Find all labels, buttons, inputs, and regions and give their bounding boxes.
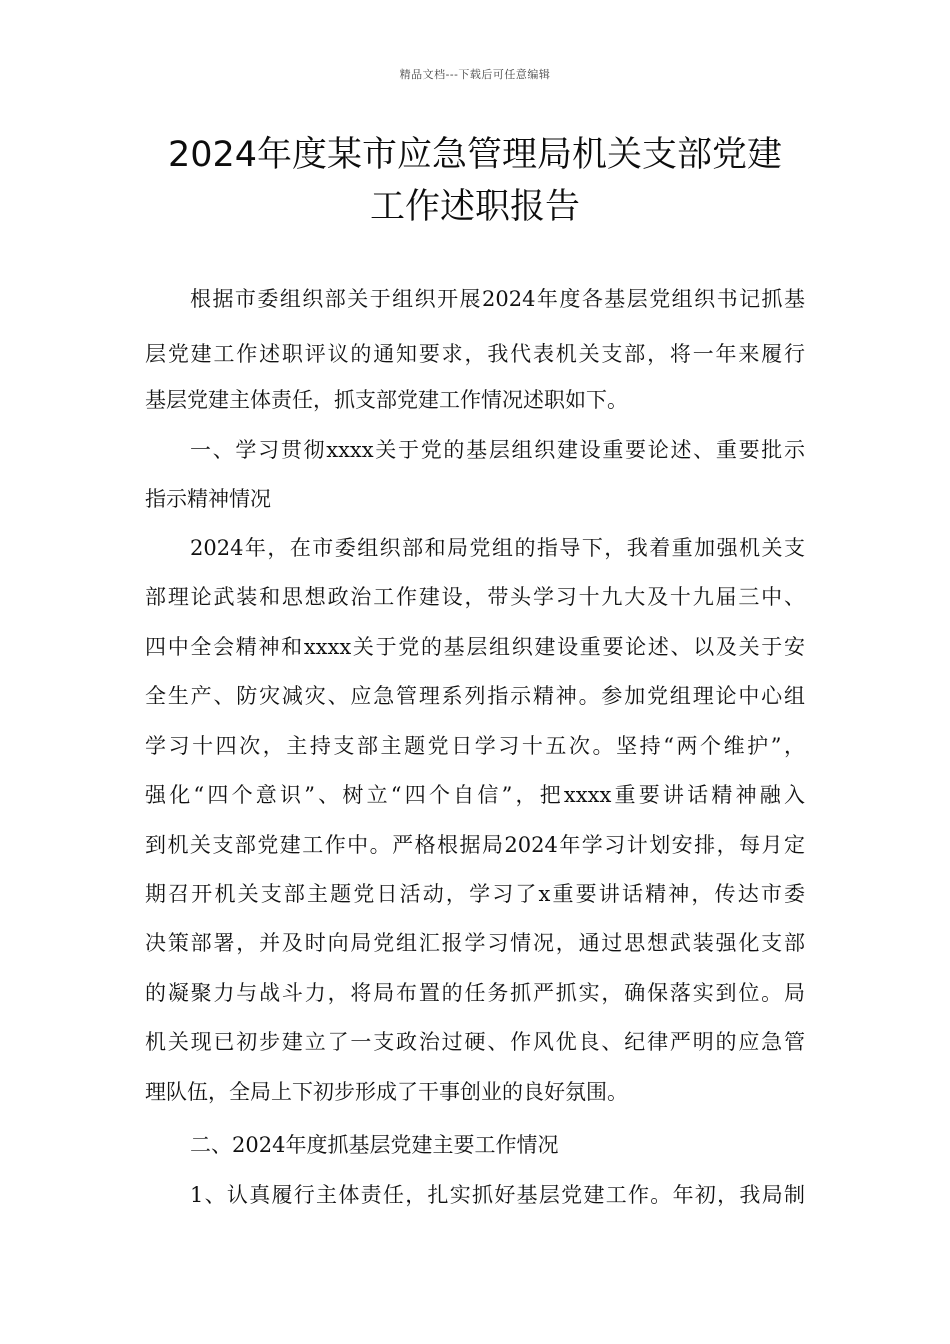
page-header: 精品文档---下载后可任意编辑 bbox=[399, 68, 551, 81]
paragraph-line: 全生产、防灾减灾、应急管理系列指示精神。参加党组理论中心组 bbox=[145, 684, 805, 708]
paragraph-line: 期召开机关支部主题党日活动，学习了x重要讲话精神，传达市委 bbox=[145, 882, 805, 906]
paragraph-line: 学习十四次，主持支部主题党日学习十五次。坚持“两个维护”， bbox=[145, 734, 805, 758]
paragraph-line: 部理论武装和思想政治工作建设，带头学习十九大及十九届三中、 bbox=[145, 585, 805, 609]
paragraph-line: 基层党建主体责任，抓支部党建工作情况述职如下。 bbox=[145, 388, 628, 412]
paragraph-line: 强化“四个意识”、树立“四个自信”，把xxxx重要讲话精神融入 bbox=[145, 783, 805, 807]
paragraph-line: 理队伍，全局上下初步形成了干事创业的良好氛围。 bbox=[145, 1080, 628, 1104]
paragraph-line: 机关现已初步建立了一支政治过硬、作风优良、纪律严明的应急管 bbox=[145, 1030, 805, 1054]
paragraph-line: 四中全会精神和xxxx关于党的基层组织建设重要论述、以及关于安 bbox=[145, 635, 805, 659]
paragraph-line: 到机关支部党建工作中。严格根据局2024年学习计划安排，每月定 bbox=[145, 833, 805, 857]
paragraph-line: 2024年，在市委组织部和局党组的指导下，我着重加强机关支 bbox=[190, 536, 805, 560]
section-heading-line: 指示精神情况 bbox=[145, 487, 271, 511]
paragraph-line: 的凝聚力与战斗力，将局布置的任务抓严抓实，确保落实到位。局 bbox=[145, 981, 805, 1005]
paragraph-line: 根据市委组织部关于组织开展2024年度各基层党组织书记抓基 bbox=[190, 287, 805, 311]
section-heading-line: 二、2024年度抓基层党建主要工作情况 bbox=[190, 1133, 559, 1157]
paragraph-line: 决策部署，并及时向局党组汇报学习情况，通过思想武装强化支部 bbox=[145, 931, 805, 955]
document-title-line-1: 2024年度某市应急管理局机关支部党建 bbox=[167, 135, 783, 175]
document-title-line-2: 工作述职报告 bbox=[369, 187, 580, 227]
paragraph-line: 层党建工作述职评议的通知要求，我代表机关支部，将一年来履行 bbox=[145, 342, 805, 366]
section-heading-line: 一、学习贯彻xxxx关于党的基层组织建设重要论述、重要批示 bbox=[190, 438, 805, 462]
paragraph-line: 1、认真履行主体责任，扎实抓好基层党建工作。年初，我局制 bbox=[190, 1183, 805, 1207]
